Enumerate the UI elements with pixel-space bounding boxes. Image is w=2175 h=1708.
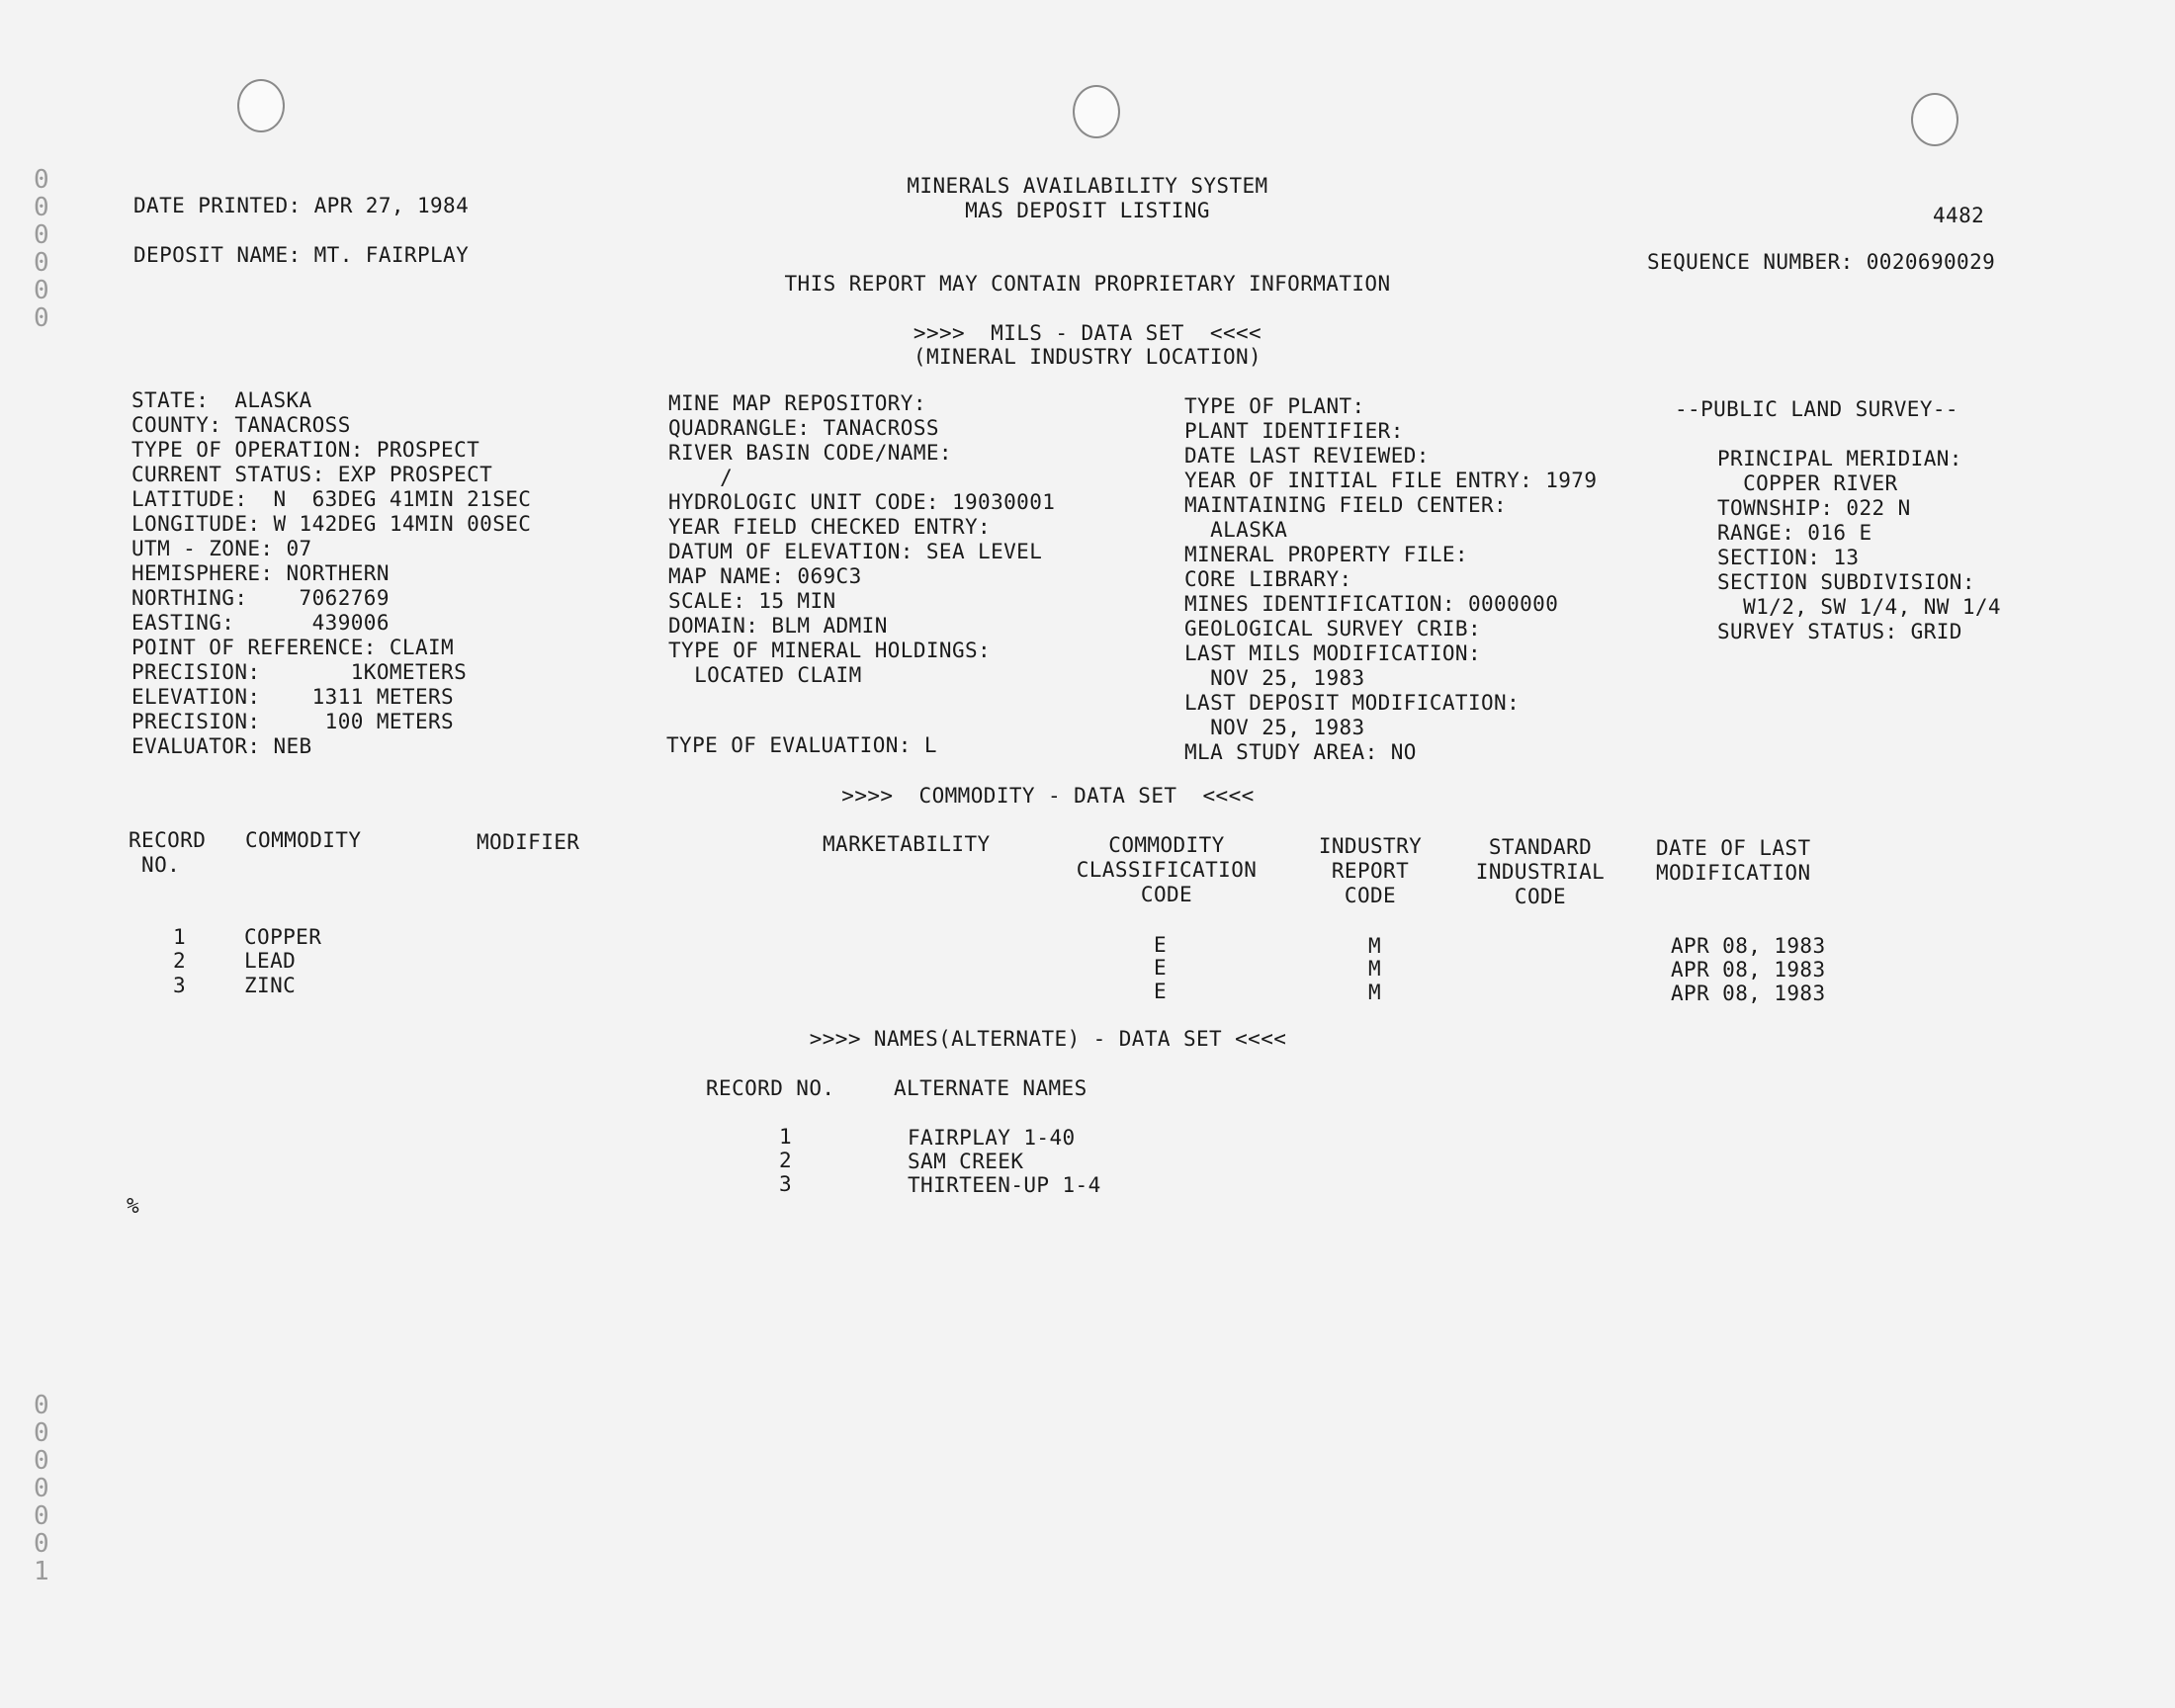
mils-field: PRECISION: 100 METERS	[131, 710, 455, 733]
mils-field: RANGE: 016 E	[1717, 521, 1872, 545]
mils-field: LAST MILS MODIFICATION:	[1184, 641, 1481, 665]
mils-field: COUNTY: TANACROSS	[131, 413, 351, 437]
page-number: 4482	[1933, 204, 1985, 227]
mils-location-column	[131, 388, 531, 759]
listing-title: MAS DEPOSIT LISTING	[965, 199, 1210, 222]
mils-field: MAP NAME: 069C3	[668, 564, 862, 588]
mils-field: PRECISION: 1KOMETERS	[131, 660, 468, 684]
mils-field: ELEVATION: 1311 METERS	[131, 685, 455, 709]
mils-field: LONGITUDE: W 142DEG 14MIN 00SEC	[131, 512, 532, 536]
mils-field: MAINTAINING FIELD CENTER:	[1184, 493, 1508, 517]
mils-field: TOWNSHIP: 022 N	[1717, 496, 1911, 520]
mils-subtitle: (MINERAL INDUSTRY LOCATION)	[913, 345, 1262, 369]
commodity-name: LEAD	[244, 949, 297, 973]
mils-field: SECTION SUBDIVISION:	[1717, 570, 1975, 594]
punch-hole-center	[1073, 85, 1120, 138]
commodity-industry-code: M	[1368, 981, 1382, 1004]
mils-field: MINES IDENTIFICATION: 0000000	[1184, 592, 1559, 616]
mils-field: NORTHING: 7062769	[131, 586, 390, 610]
commodity-record-no: 3	[173, 974, 187, 997]
mils-field: DATE LAST REVIEWED:	[1184, 444, 1430, 468]
commodity-date: APR 08, 1983	[1671, 958, 1826, 982]
mils-field: HYDROLOGIC UNIT CODE: 19030001	[668, 490, 1056, 514]
film-edge-marks-top: 0 0 0 0 0 0	[34, 165, 49, 333]
deposit-name: DEPOSIT NAME: MT. FAIRPLAY	[133, 243, 470, 267]
system-title: MINERALS AVAILABILITY SYSTEM	[907, 174, 1268, 198]
mils-field: PLANT IDENTIFIER:	[1184, 419, 1404, 443]
commodity-class-code: E	[1154, 933, 1168, 957]
mils-field: LATITUDE: N 63DEG 41MIN 21SEC	[131, 487, 532, 511]
commodity-class-code: E	[1154, 956, 1168, 980]
mils-field: POINT OF REFERENCE: CLAIM	[131, 636, 455, 659]
commodity-header-commodity: COMMODITY	[245, 828, 362, 852]
commodity-name: COPPER	[244, 925, 322, 949]
commodity-header-classification: COMMODITY CLASSIFICATION CODE	[1076, 833, 1258, 906]
mils-field: RIVER BASIN CODE/NAME:	[668, 441, 952, 465]
mils-field: /	[668, 466, 734, 489]
mils-field: LAST DEPOSIT MODIFICATION:	[1184, 691, 1521, 715]
mils-field: GEOLOGICAL SURVEY CRIB:	[1184, 617, 1481, 640]
mils-field: SCALE: 15 MIN	[668, 589, 836, 613]
public-land-survey-title: --PUBLIC LAND SURVEY--	[1675, 397, 1958, 421]
proprietary-notice: THIS REPORT MAY CONTAIN PROPRIETARY INFORMATION	[784, 272, 1391, 296]
commodity-header-sic: STANDARD INDUSTRIAL CODE	[1475, 835, 1606, 908]
mils-field: CURRENT STATUS: EXP PROSPECT	[131, 463, 493, 486]
mils-field: EVALUATOR: NEB	[131, 734, 312, 758]
mils-field: COPPER RIVER	[1717, 471, 1898, 495]
footer-percent-mark: %	[127, 1194, 140, 1218]
names-header-alternate-names: ALTERNATE NAMES	[894, 1076, 1088, 1100]
mils-field: SECTION: 13	[1717, 546, 1860, 569]
mils-field: QUADRANGLE: TANACROSS	[668, 416, 939, 440]
mils-field: TYPE OF MINERAL HOLDINGS:	[668, 639, 992, 662]
commodity-name: ZINC	[244, 974, 297, 997]
names-record-no: 2	[779, 1149, 793, 1172]
punch-hole-left	[237, 79, 285, 132]
mils-field: MINERAL PROPERTY FILE:	[1184, 543, 1468, 566]
mils-field: MINE MAP REPOSITORY:	[668, 391, 926, 415]
alternate-name: FAIRPLAY 1-40	[908, 1126, 1076, 1150]
commodity-record-no: 2	[173, 949, 187, 973]
mils-field: YEAR OF INITIAL FILE ENTRY: 1979	[1184, 469, 1598, 492]
mils-field: SURVEY STATUS: GRID	[1717, 620, 1962, 643]
sequence-number: SEQUENCE NUMBER: 0020690029	[1647, 250, 1996, 274]
mils-field: ALASKA	[1184, 518, 1288, 542]
mils-field: YEAR FIELD CHECKED ENTRY:	[668, 515, 992, 539]
mils-survey-column	[1717, 447, 2001, 644]
mils-field: UTM - ZONE: 07	[131, 537, 312, 560]
commodity-header-industry-report: INDUSTRY REPORT CODE	[1318, 834, 1423, 907]
film-edge-marks-bottom: 0 0 0 0 0 0 1	[34, 1391, 49, 1586]
commodity-class-code: E	[1154, 980, 1168, 1003]
mils-field: HEMISPHERE: NORTHERN	[131, 561, 390, 585]
names-header-record-no: RECORD NO.	[706, 1076, 835, 1100]
commodity-header-record-no: RECORD NO.	[129, 828, 207, 877]
mils-field: W1/2, SW 1/4, NW 1/4	[1717, 595, 2001, 619]
commodity-date: APR 08, 1983	[1671, 982, 1826, 1005]
commodity-title: >>>> COMMODITY - DATA SET <<<<	[841, 784, 1255, 808]
mils-field: NOV 25, 1983	[1184, 666, 1365, 690]
mils-field: STATE: ALASKA	[131, 388, 312, 412]
alternate-name: SAM CREEK	[908, 1150, 1024, 1173]
mils-field: DATUM OF ELEVATION: SEA LEVEL	[668, 540, 1043, 563]
type-of-evaluation: TYPE OF EVALUATION: L	[666, 733, 937, 757]
mils-field: NOV 25, 1983	[1184, 716, 1365, 739]
date-printed: DATE PRINTED: APR 27, 1984	[133, 194, 470, 217]
mils-title: >>>> MILS - DATA SET <<<<	[913, 321, 1262, 345]
mils-field: DOMAIN: BLM ADMIN	[668, 614, 888, 638]
commodity-industry-code: M	[1368, 957, 1382, 981]
mils-field: MLA STUDY AREA: NO	[1184, 740, 1417, 764]
commodity-industry-code: M	[1368, 934, 1382, 958]
punch-hole-right	[1911, 93, 1958, 146]
commodity-header-modifier: MODIFIER	[477, 830, 580, 854]
names-title: >>>> NAMES(ALTERNATE) - DATA SET <<<<	[809, 1027, 1287, 1051]
names-record-no: 3	[779, 1172, 793, 1196]
mils-field: EASTING: 439006	[131, 611, 390, 635]
mils-map-column	[668, 391, 1055, 688]
names-record-no: 1	[779, 1125, 793, 1149]
mils-field: CORE LIBRARY:	[1184, 567, 1352, 591]
mils-field: LOCATED CLAIM	[668, 663, 862, 687]
commodity-record-no: 1	[173, 925, 187, 949]
commodity-date: APR 08, 1983	[1671, 934, 1826, 958]
mils-field: TYPE OF PLANT:	[1184, 394, 1365, 418]
mils-plant-column	[1184, 394, 1597, 765]
alternate-name: THIRTEEN-UP 1-4	[908, 1173, 1101, 1197]
commodity-header-marketability: MARKETABILITY	[823, 832, 991, 856]
mils-field: TYPE OF OPERATION: PROSPECT	[131, 438, 480, 462]
mils-field: PRINCIPAL MERIDIAN:	[1717, 447, 1962, 470]
commodity-header-date: DATE OF LAST MODIFICATION	[1656, 836, 1811, 885]
